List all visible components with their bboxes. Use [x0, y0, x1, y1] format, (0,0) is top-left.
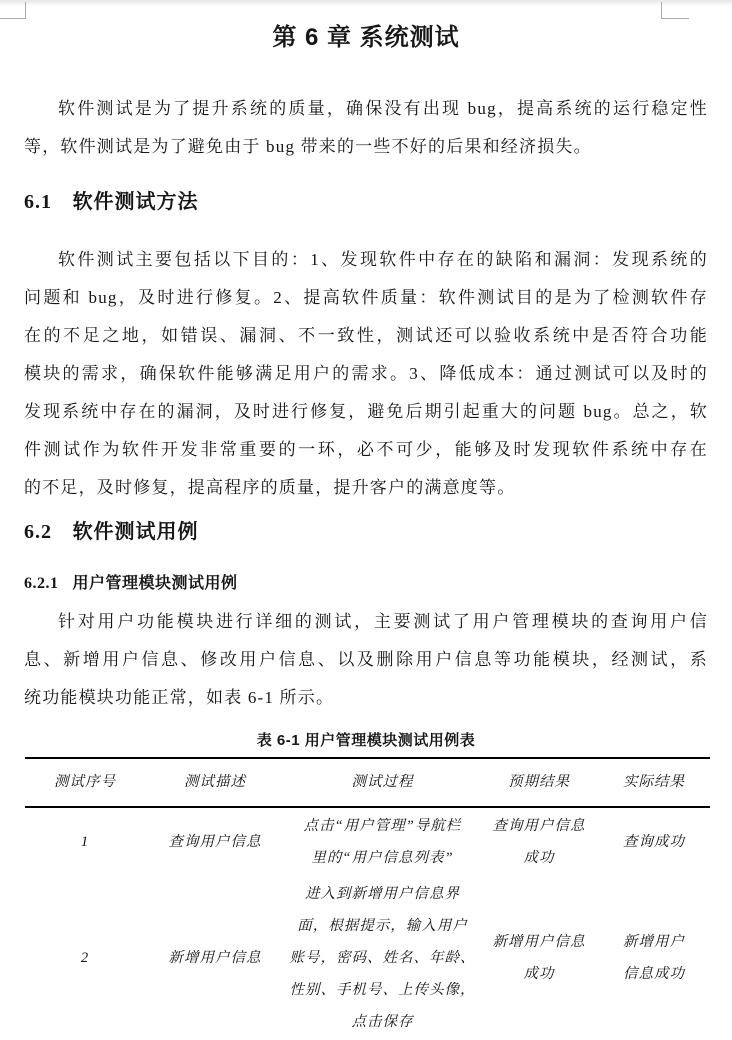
table-header-row — [25, 758, 710, 807]
section-6-1-title: 软件测试方法 — [72, 191, 199, 213]
col-header-actual: 实际结果 — [598, 758, 710, 807]
cell-description: 查询用户信息 — [168, 834, 262, 850]
chapter-title: 第 6 章 系统测试 — [272, 24, 460, 51]
cell-test-number: 2 — [80, 950, 90, 966]
cell-expected: 查询用户信息 成功 — [492, 818, 586, 866]
section-6-1-paragraph: 软件测试主要包括以下目的：1、发现软件中存在的缺陷和漏洞：发现系统的 问题和 bug，及时进行修复。2、提高软件质量：软件测试目的是为了检测软件存 在的不足之地，如错误、漏洞、不一致性，测试还可以验收系统中是否符合功能 模块的需求，确保软件能够满足用户的需求。3、降低成本：通过测试可以及时的 发现系统中存在的漏洞，及时进行修复，避免后期引起重大的问题 bug。总之，软 件测试作为软件开发非常重要的一环，必不可少，能够及时发现软件系统中存在 的不足，及时修复，提高程序的质量，提升客户的满意度等。 — [24, 250, 708, 497]
test-case-table — [25, 757, 710, 1040]
intro-paragraph: 软件测试是为了提升系统的质量，确保没有出现 bug，提高系统的运行稳定性 等，软件测试是为了避免由于 bug 带来的一些不好的后果和经济损失。 — [24, 99, 708, 156]
section-6-2-1-title: 用户管理模块测试用例 — [72, 575, 238, 592]
section-6-2-1-paragraph: 针对用户功能模块进行详细的测试，主要测试了用户管理模块的查询用户信 息、新增用户信息、修改用户信息、以及删除用户信息等功能模块，经测试，系 统功能模块功能正常，如表 6-1 所示。 — [24, 612, 708, 707]
table-row — [25, 876, 710, 1040]
section-6-1-number: 6.1 — [24, 191, 52, 213]
section-6-1-heading — [24, 188, 708, 216]
section-6-2-title: 软件测试用例 — [72, 521, 199, 543]
crop-mark-top-right — [661, 2, 689, 19]
table-caption: 表 6-1 用户管理模块测试用例表 — [256, 732, 476, 749]
section-6-2-heading — [24, 518, 708, 546]
page-top-shadow — [0, 0, 732, 6]
col-header-procedure: 测试过程 — [285, 758, 480, 807]
crop-mark-top-left — [0, 2, 26, 19]
cell-actual: 新增用户 信息成功 — [623, 934, 685, 982]
cell-procedure: 进入到新增用户信息界 面，根据提示，输入用户 账号，密码、姓名、年龄、 性别、手机号、上传头像， 点击保存 — [289, 886, 476, 1030]
cell-actual: 查询成功 — [623, 834, 685, 850]
section-6-2-number: 6.2 — [24, 521, 52, 543]
cell-description: 新增用户信息 — [168, 950, 262, 966]
table-row — [25, 807, 710, 876]
cell-expected: 新增用户信息 成功 — [492, 934, 586, 982]
cell-procedure: 点击“用户管理”导航栏 里的“用户信息列表” — [303, 818, 462, 866]
col-header-test-number: 测试序号 — [25, 758, 145, 807]
section-6-2-1-heading — [24, 572, 708, 596]
page-content — [24, 18, 708, 1040]
section-6-2-1-number: 6.2.1 — [24, 575, 59, 592]
col-header-expected: 预期结果 — [480, 758, 598, 807]
cell-test-number: 1 — [80, 834, 90, 850]
col-header-description: 测试描述 — [145, 758, 285, 807]
